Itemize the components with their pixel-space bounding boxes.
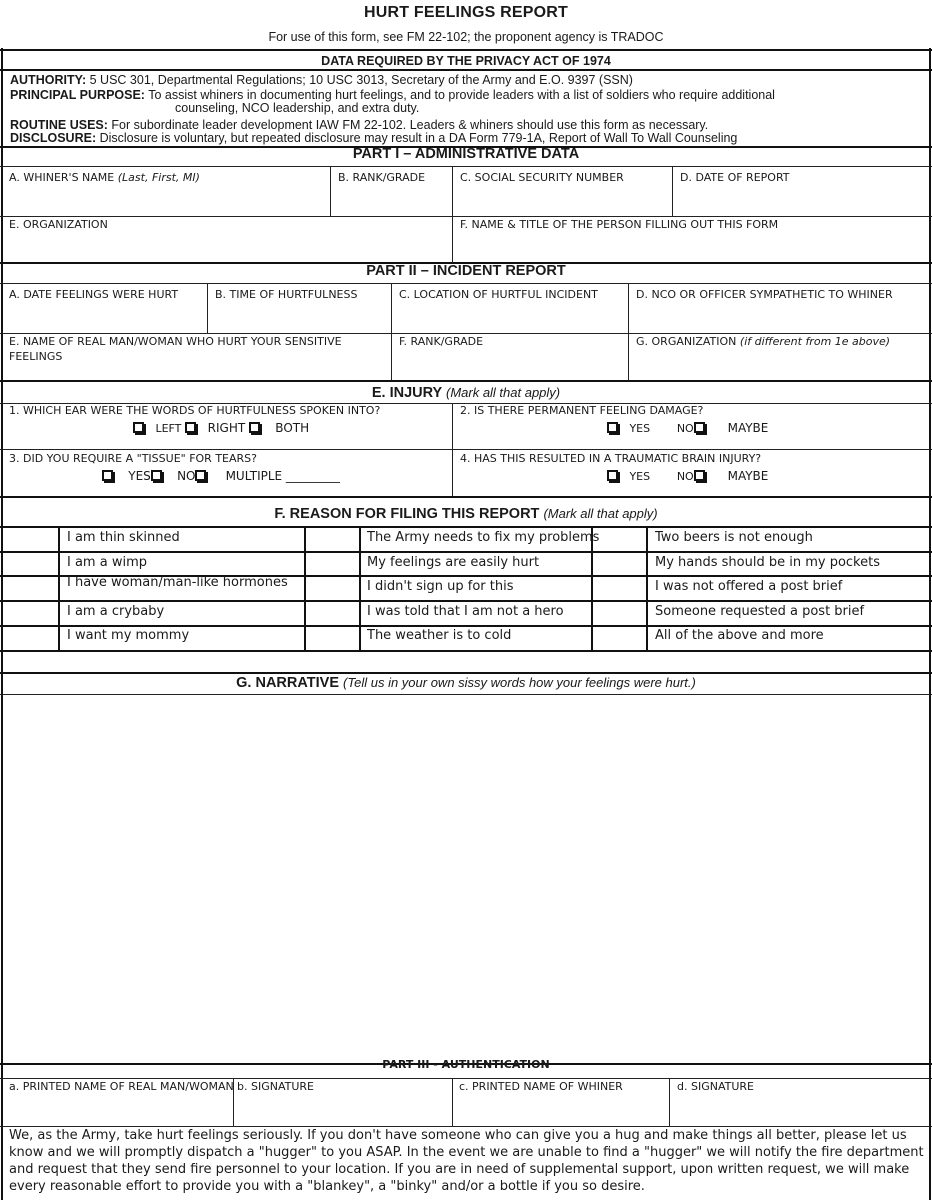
time-label: B. TIME OF HURTFULNESS bbox=[215, 288, 358, 301]
divider bbox=[628, 283, 629, 381]
whiner-name-label: A. WHINER'S NAME (Last, First, MI) bbox=[9, 171, 200, 184]
divider bbox=[0, 551, 932, 553]
divider bbox=[0, 672, 932, 674]
rank-grade-label: B. RANK/GRADE bbox=[338, 171, 426, 184]
divider bbox=[58, 526, 60, 651]
injury-q3-options: YES NO MULTIPLE _________ bbox=[102, 469, 340, 483]
divider bbox=[0, 650, 932, 652]
divider bbox=[0, 283, 932, 284]
organization-label: E. ORGANIZATION bbox=[9, 218, 108, 231]
injury-q1: 1. WHICH EAR WERE THE WORDS OF HURTFULNESS SPOKEN INTO? bbox=[9, 404, 381, 417]
offender-rank-label: F. RANK/GRADE bbox=[399, 335, 484, 348]
privacy-purpose-cont: counseling, NCO leadership, and extra duty. bbox=[175, 101, 420, 115]
ssn-label: C. SOCIAL SECURITY NUMBER bbox=[460, 171, 624, 184]
divider bbox=[0, 1078, 932, 1079]
reason-item: My hands should be in my pockets bbox=[655, 555, 880, 570]
divider bbox=[669, 1078, 670, 1126]
part2-heading: PART II – INCIDENT REPORT bbox=[366, 263, 566, 279]
filer-name-label: F. NAME & TITLE OF THE PERSON FILLING OUT THIS FORM bbox=[460, 218, 779, 231]
divider bbox=[304, 526, 306, 651]
date-hurt-label: A. DATE FEELINGS WERE HURT bbox=[9, 288, 179, 301]
divider bbox=[207, 283, 208, 333]
date-of-report-label: D. DATE OF REPORT bbox=[680, 171, 790, 184]
injury-q2-options: YES NO MAYBE bbox=[607, 421, 768, 435]
divider bbox=[0, 166, 932, 167]
right-border bbox=[929, 48, 931, 1200]
offender-org-label: G. ORGANIZATION (if different from 1e above) bbox=[636, 335, 891, 348]
part1-heading: PART I – ADMINISTRATIVE DATA bbox=[352, 146, 580, 162]
form-title: HURT FEELINGS REPORT bbox=[363, 4, 568, 21]
divider bbox=[452, 1078, 453, 1126]
reason-item: The Army needs to fix my problems bbox=[367, 530, 600, 545]
divider bbox=[391, 283, 392, 381]
reason-item: I am a wimp bbox=[67, 555, 147, 570]
divider bbox=[646, 526, 648, 651]
divider bbox=[0, 449, 932, 450]
tbi-yes-checkbox[interactable] bbox=[607, 470, 618, 481]
divider bbox=[0, 694, 932, 695]
damage-yes-checkbox[interactable] bbox=[607, 422, 618, 433]
location-label: C. LOCATION OF HURTFUL INCIDENT bbox=[399, 288, 598, 301]
privacy-routine: ROUTINE USES: For subordinate leader development IAW FM 22-102. Leaders & whiners should use this form as necessary. bbox=[10, 118, 709, 132]
reason-item: All of the above and more bbox=[655, 628, 824, 643]
injury-q4: 4. HAS THIS RESULTED IN A TRAUMATIC BRAIN INJURY? bbox=[460, 452, 762, 465]
tbi-no-checkbox[interactable] bbox=[694, 470, 705, 481]
divider bbox=[330, 166, 331, 216]
damage-no-checkbox[interactable] bbox=[694, 422, 705, 433]
divider bbox=[233, 1078, 234, 1126]
divider bbox=[0, 49, 932, 51]
injury-q2: 2. IS THERE PERMANENT FEELING DAMAGE? bbox=[460, 404, 704, 417]
divider bbox=[672, 166, 673, 216]
reason-item: I want my mommy bbox=[67, 628, 190, 643]
reason-item: I am a crybaby bbox=[67, 604, 165, 619]
narrative-textarea[interactable] bbox=[3, 696, 929, 1058]
real-person-printed-name-label: a. PRINTED NAME OF REAL MAN/WOMAN bbox=[9, 1080, 234, 1093]
privacy-purpose: PRINCIPAL PURPOSE: To assist whiners in documenting hurt feelings, and to provide leaders with a list of soldiers who require additional bbox=[10, 88, 775, 102]
privacy-heading: DATA REQUIRED BY THE PRIVACY ACT OF 1974 bbox=[321, 54, 611, 68]
reasons-heading: F. REASON FOR FILING THIS REPORT (Mark all that apply) bbox=[274, 506, 658, 522]
injury-heading: E. INJURY (Mark all that apply) bbox=[371, 385, 561, 401]
whiner-printed-name-label: c. PRINTED NAME OF WHINER bbox=[459, 1080, 623, 1093]
tissue-no-checkbox[interactable] bbox=[151, 470, 162, 481]
injury-q1-options: LEFT RIGHT BOTH bbox=[133, 421, 309, 435]
reason-item: I have woman/man-like hormones bbox=[67, 575, 288, 590]
real-person-name-label: E. NAME OF REAL MAN/WOMAN WHO HURT YOUR SENSITIVE FEELINGS bbox=[9, 335, 342, 363]
reason-item: Someone requested a post brief bbox=[655, 604, 865, 619]
reason-item: I was not offered a post brief bbox=[655, 579, 843, 594]
footer-note: We, as the Army, take hurt feelings seriously. If you don't have someone who can give you a hug and make things all better, please let us know and we will promptly dispatch a "hugger" to you ASAP. In the event we are unable to find a "hugger" we will notify the fire department and request that they send fire personnel to your location. If you are in need of supplemental support, upon written request, we will make every reasonable effort to provide you with a "blankey", a "binky" and/or a bottle if you so desire. bbox=[9, 1128, 924, 1194]
reason-item: The weather is to cold bbox=[367, 628, 512, 643]
both-ears-checkbox[interactable] bbox=[249, 422, 260, 433]
right-ear-checkbox[interactable] bbox=[185, 422, 196, 433]
divider bbox=[0, 600, 932, 602]
privacy-disclosure: DISCLOSURE: Disclosure is voluntary, but repeated disclosure may result in a DA Form 779-1A, Report of Wall To Wall Counseling bbox=[10, 131, 738, 145]
divider bbox=[0, 380, 932, 382]
whiner-signature-label: d. SIGNATURE bbox=[677, 1080, 754, 1093]
injury-q4-options: YES NO MAYBE bbox=[607, 469, 768, 483]
reason-item: I was told that I am not a hero bbox=[367, 604, 564, 619]
privacy-authority: AUTHORITY: 5 USC 301, Departmental Regulations; 10 USC 3013, Secretary of the Army and E.O. 9397 (SSN) bbox=[10, 73, 633, 87]
divider bbox=[452, 166, 453, 263]
tissue-yes-checkbox[interactable] bbox=[102, 470, 113, 481]
nco-label: D. NCO OR OFFICER SYMPATHETIC TO WHINER bbox=[636, 288, 893, 301]
injury-q3: 3. DID YOU REQUIRE A "TISSUE" FOR TEARS? bbox=[9, 452, 257, 465]
reason-item: I am thin skinned bbox=[67, 530, 180, 545]
divider bbox=[359, 526, 361, 651]
reason-item: My feelings are easily hurt bbox=[367, 555, 540, 570]
reason-item: Two beers is not enough bbox=[655, 530, 813, 545]
divider bbox=[0, 496, 932, 498]
tissue-multiple-checkbox[interactable] bbox=[195, 470, 206, 481]
real-person-signature-label: b. SIGNATURE bbox=[237, 1080, 314, 1093]
form-subtitle: For use of this form, see FM 22-102; the proponent agency is TRADOC bbox=[268, 30, 664, 44]
narrative-heading: G. NARRATIVE (Tell us in your own sissy words how your feelings were hurt.) bbox=[236, 675, 696, 691]
left-ear-checkbox[interactable] bbox=[133, 422, 144, 433]
divider bbox=[0, 526, 932, 528]
part3-heading: PART III - AUTHENTICATION bbox=[382, 1058, 550, 1071]
divider bbox=[0, 69, 932, 71]
reason-item: I didn't sign up for this bbox=[367, 579, 514, 594]
